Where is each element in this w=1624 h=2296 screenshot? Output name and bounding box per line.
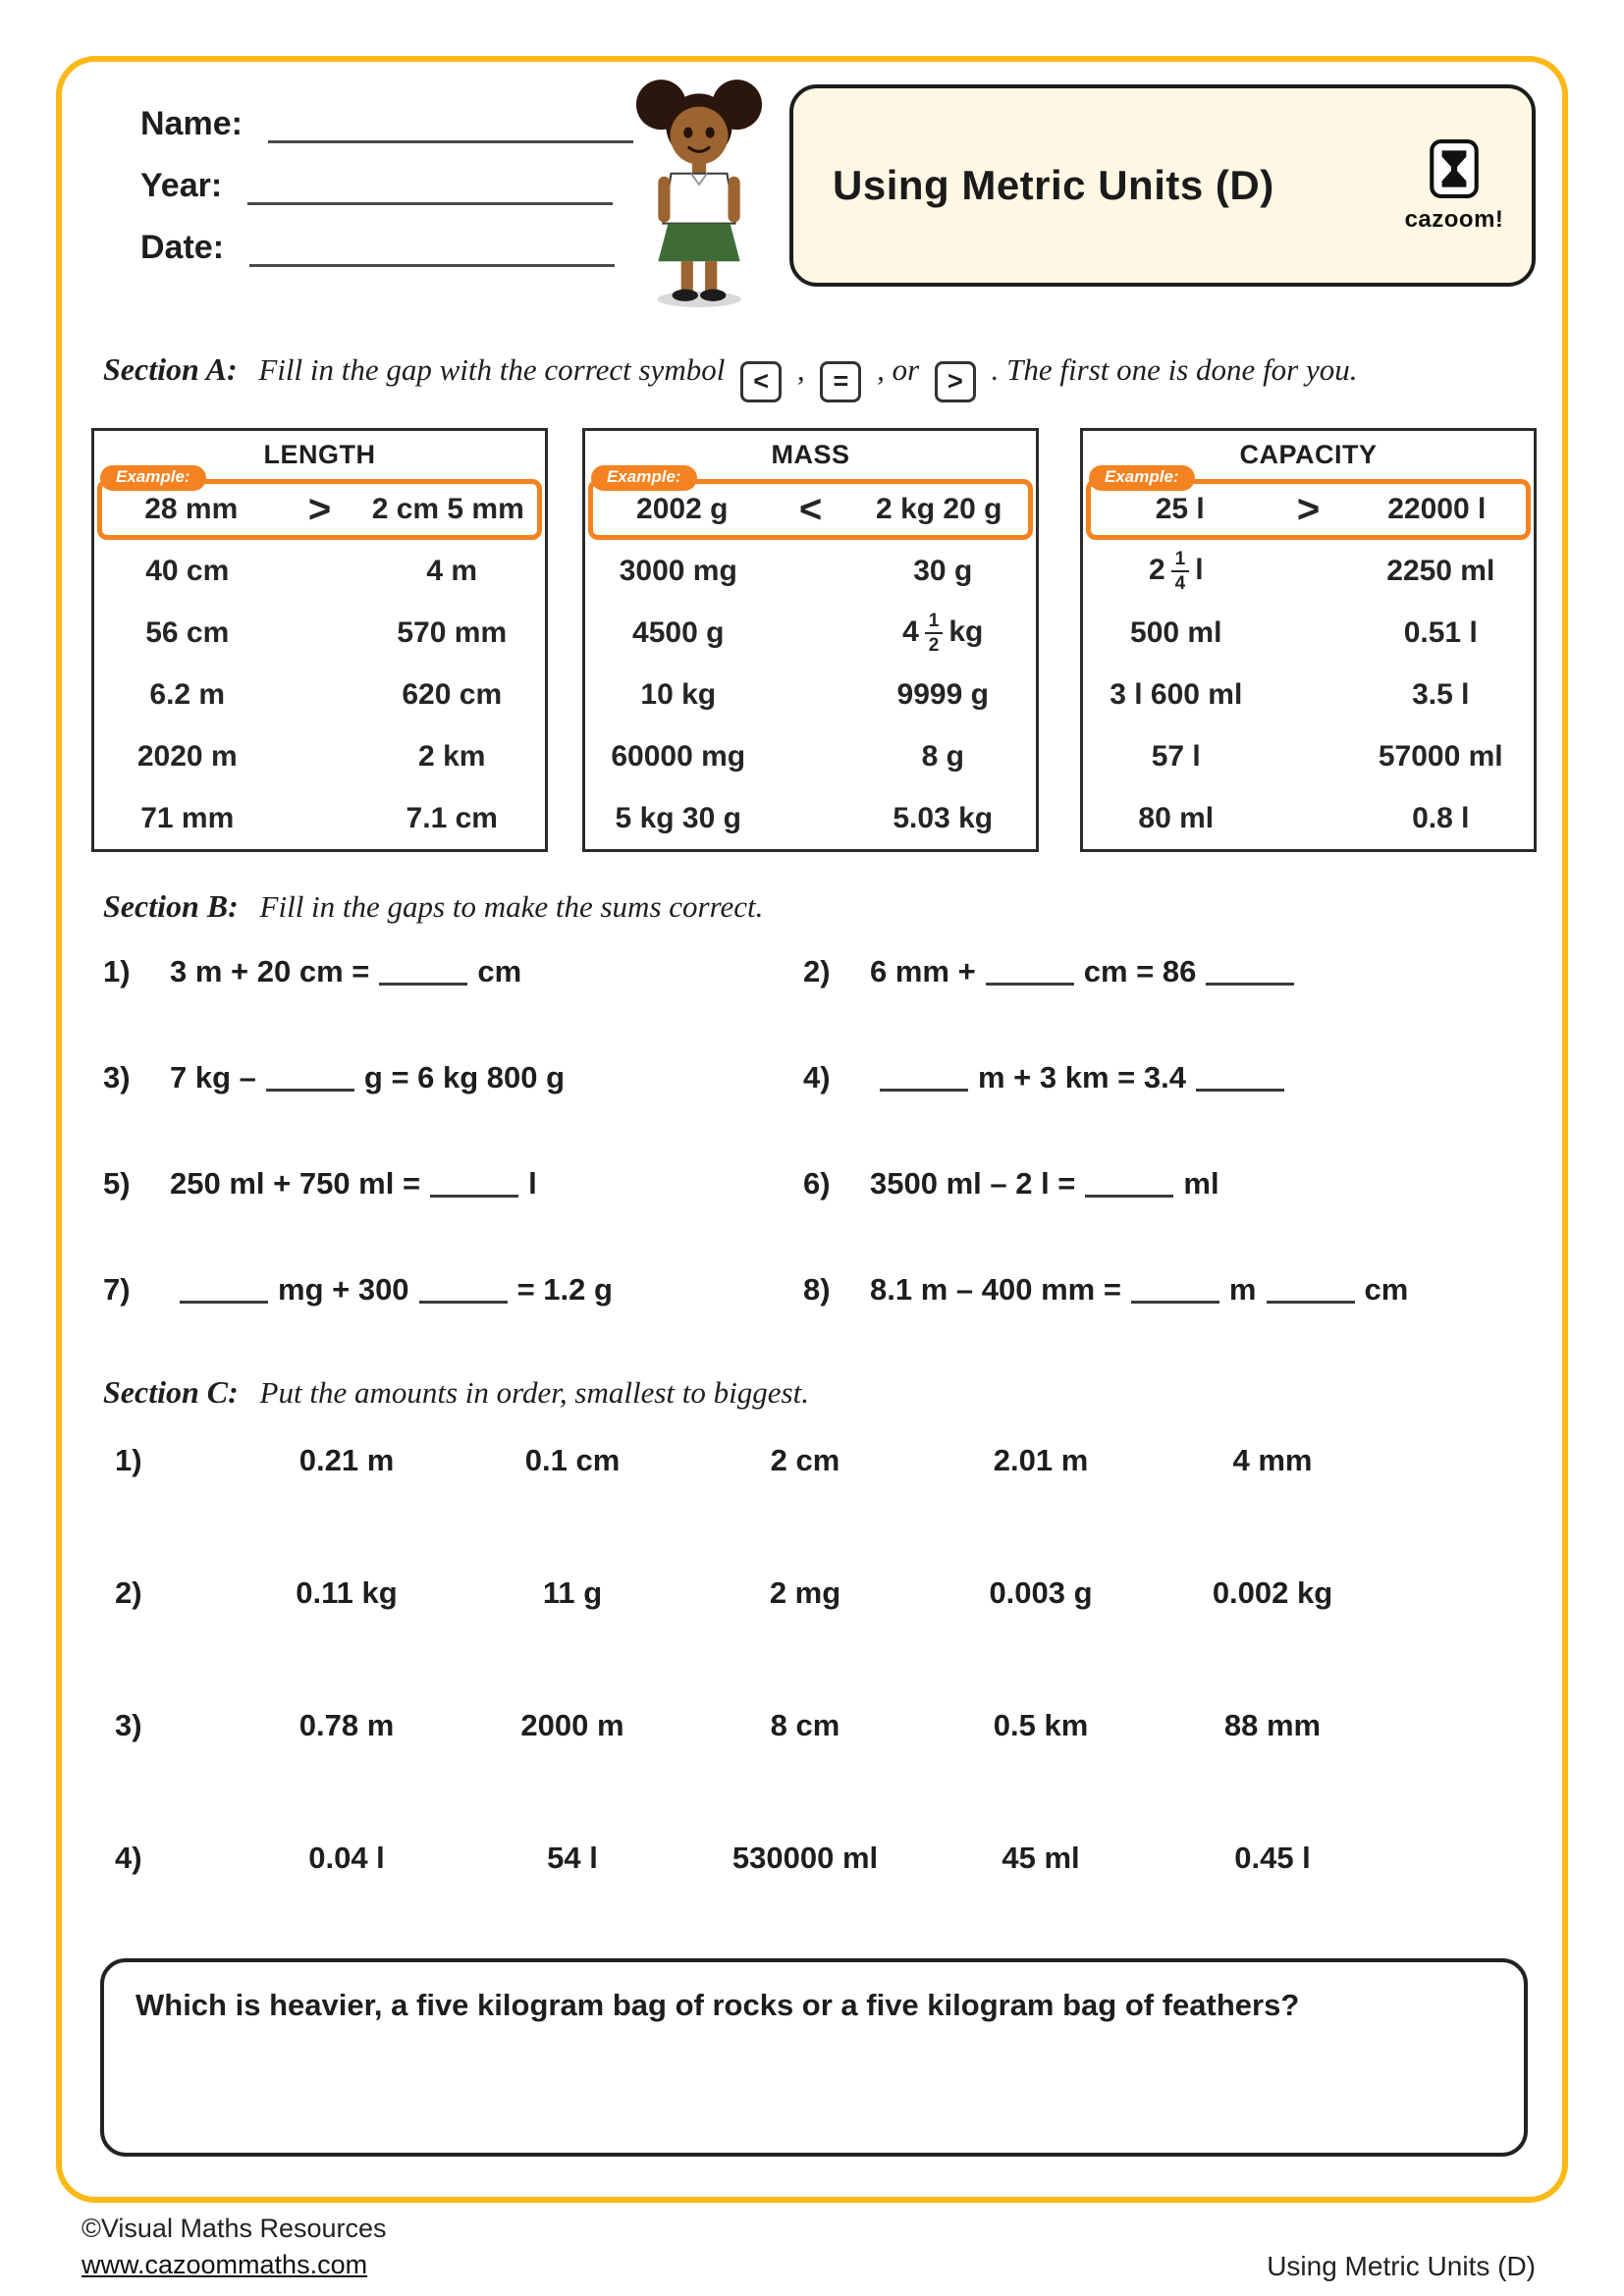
sum-text: ml	[1183, 1166, 1219, 1201]
section-a-heading	[103, 351, 1358, 402]
example-symbol: <	[798, 487, 823, 531]
length-table	[91, 428, 548, 852]
right-value: 2250 ml	[1386, 554, 1495, 587]
amount-value: 45 ml	[1001, 1841, 1080, 1875]
amount-value: 530000 ml	[731, 1841, 879, 1875]
comparison-row	[1083, 602, 1534, 664]
item-number: 3)	[115, 1708, 142, 1742]
left-value: 60000 mg	[611, 739, 746, 773]
comparison-row	[1083, 787, 1534, 849]
answer-blank[interactable]	[1267, 1274, 1355, 1304]
item-number: 8)	[803, 1272, 831, 1307]
sum-text: 250 ml + 750 ml =	[170, 1166, 421, 1201]
left-value: 500 ml	[1130, 615, 1222, 649]
section-b-label: Section B:	[103, 888, 239, 924]
left-value-with-fraction: 2 $\frac{1}{4}$ l	[1148, 548, 1204, 594]
comparison-row	[585, 664, 1036, 725]
date-field	[140, 220, 615, 267]
left-value: 4500 g	[632, 615, 725, 649]
name-field	[140, 96, 633, 143]
left-value: 10 kg	[640, 677, 717, 711]
ordering-row-1	[0, 1443, 1624, 1488]
cazoom-logo	[1400, 138, 1508, 234]
amount-value: 0.002 kg	[1212, 1575, 1333, 1610]
greater-than-symbol-box: >	[935, 361, 976, 402]
example-right-value: 2 cm 5 mm	[371, 493, 524, 525]
amount-value: 0.1 cm	[524, 1443, 621, 1477]
comparison-row	[94, 602, 545, 664]
example-right-value: 2 kg 20 g	[876, 493, 1002, 525]
left-value: 6.2 m	[149, 677, 226, 711]
separator: ,	[877, 352, 885, 387]
item-number: 4)	[803, 1060, 831, 1095]
capacity-table-header: CAPACITY	[1239, 440, 1378, 469]
amount-value: 11 g	[542, 1575, 603, 1610]
left-value: 3000 mg	[619, 554, 737, 587]
left-value: 80 ml	[1138, 801, 1215, 834]
sum-item-4	[803, 1060, 1294, 1095]
right-value: 7.1 cm	[406, 801, 498, 834]
title-box	[789, 84, 1536, 287]
item-number: 5)	[103, 1166, 131, 1201]
ordering-row-4	[0, 1841, 1624, 1886]
item-number: 7)	[103, 1272, 131, 1307]
sum-item-7	[103, 1272, 613, 1308]
sum-text: mg + 300	[278, 1272, 409, 1307]
comparison-row	[1083, 540, 1534, 602]
sum-text: 7 kg –	[170, 1060, 256, 1095]
amount-value: 88 mm	[1223, 1708, 1322, 1742]
right-value: 30 g	[913, 554, 973, 587]
sum-text: cm = 86	[1083, 954, 1197, 988]
comparison-row	[94, 540, 545, 602]
ordering-row-2	[0, 1575, 1624, 1621]
right-value: 620 cm	[402, 677, 503, 711]
comparison-row	[94, 725, 545, 787]
answer-blank[interactable]	[986, 956, 1074, 986]
item-number: 1)	[103, 954, 131, 988]
sum-item-3	[103, 1060, 565, 1095]
website-link[interactable]: www.cazoommaths.com	[81, 2250, 368, 2279]
amount-value: 0.78 m	[298, 1708, 395, 1742]
left-value: 71 mm	[140, 801, 235, 834]
sum-text: 3500 ml – 2 l =	[870, 1166, 1076, 1201]
left-value: 57 l	[1151, 739, 1201, 773]
left-value: 56 cm	[145, 615, 230, 649]
item-number: 1)	[115, 1443, 142, 1477]
amount-value: 8 cm	[770, 1708, 840, 1742]
worksheet-title: Using Metric Units (D)	[833, 162, 1274, 208]
amount-value: 0.04 l	[308, 1841, 385, 1875]
sum-item-6	[803, 1166, 1219, 1201]
challenge-question-text: Which is heavier, a five kilogram bag of rocks or a five kilogram bag of feathers?	[135, 1988, 1300, 2022]
section-a-label: Section A:	[103, 351, 238, 387]
sum-text: 6 mm +	[870, 954, 976, 988]
comparison-row	[585, 602, 1036, 664]
example-left-value: 25 l	[1155, 493, 1205, 525]
mass-table-header: MASS	[771, 440, 850, 469]
sum-text: m	[1228, 1272, 1257, 1307]
sum-text: = 1.2 g	[516, 1272, 613, 1307]
amount-value: 4 mm	[1232, 1443, 1313, 1477]
example-left-value: 2002 g	[636, 493, 729, 525]
answer-blank[interactable]	[1206, 956, 1294, 986]
date-label: Date:	[140, 229, 225, 266]
separator: ,	[796, 352, 805, 387]
amount-value: 2 mg	[769, 1575, 841, 1610]
example-right-value: 22000 l	[1387, 493, 1487, 525]
amount-value: 0.5 km	[993, 1708, 1089, 1742]
amount-value: 0.45 l	[1234, 1841, 1311, 1875]
comparison-row	[585, 787, 1036, 849]
copyright-text: ©Visual Maths Resources	[81, 2214, 387, 2243]
year-input-line[interactable]	[247, 164, 613, 205]
answer-blank[interactable]	[1131, 1274, 1219, 1304]
sum-item-8	[803, 1272, 1408, 1308]
comparison-row	[94, 664, 545, 725]
mass-table	[582, 428, 1039, 852]
right-value: 57000 ml	[1378, 739, 1503, 773]
right-value: 8 g	[921, 739, 964, 773]
year-label: Year:	[140, 167, 223, 204]
comparison-row	[585, 540, 1036, 602]
example-badge: Example:	[100, 465, 206, 491]
amount-value: 0.11 kg	[296, 1575, 398, 1610]
right-value: 4 m	[426, 554, 478, 587]
less-than-symbol-box: <	[740, 361, 782, 402]
comparison-row	[94, 787, 545, 849]
right-value: 0.51 l	[1403, 615, 1478, 649]
section-b-heading	[103, 888, 763, 925]
example-left-value: 28 mm	[144, 493, 239, 525]
sum-text: 3 m + 20 cm =	[170, 954, 370, 988]
equals-symbol-box: =	[820, 361, 861, 402]
amount-value: 0.21 m	[298, 1443, 395, 1477]
girl-character-illustration	[617, 69, 782, 313]
right-value: 5.03 kg	[893, 801, 994, 834]
item-number: 2)	[115, 1575, 142, 1610]
right-value: 9999 g	[896, 677, 989, 711]
footer-worksheet-title: Using Metric Units (D)	[1267, 2251, 1536, 2281]
cazoom-logo-text: cazoom!	[1404, 205, 1504, 233]
right-value: 0.8 l	[1412, 801, 1470, 834]
answer-blank[interactable]	[880, 1062, 968, 1092]
sum-text: g = 6 kg 800 g	[363, 1060, 566, 1095]
amount-value: 0.003 g	[989, 1575, 1093, 1610]
right-value-with-fraction: 4 $\frac{1}{2}$ kg	[902, 610, 984, 656]
comparison-row	[1083, 725, 1534, 787]
name-input-line[interactable]	[268, 102, 633, 143]
answer-blank[interactable]	[1196, 1062, 1284, 1092]
right-value: 2 km	[418, 739, 486, 773]
sum-text: cm	[1364, 1272, 1409, 1307]
answer-blank[interactable]	[180, 1274, 268, 1304]
sum-item-5	[103, 1166, 537, 1201]
date-input-line[interactable]	[249, 226, 615, 267]
example-symbol: >	[1296, 487, 1321, 531]
challenge-question-box	[100, 1958, 1528, 2157]
item-number: 2)	[803, 954, 831, 988]
comparison-row	[585, 725, 1036, 787]
item-number: 3)	[103, 1060, 131, 1095]
capacity-table	[1080, 428, 1537, 852]
amount-value: 2 cm	[770, 1443, 840, 1477]
right-value: 570 mm	[397, 615, 508, 649]
left-value: 3 l 600 ml	[1110, 677, 1243, 711]
left-value: 5 kg 30 g	[615, 801, 741, 834]
example-symbol: >	[307, 487, 332, 531]
answer-blank[interactable]	[266, 1062, 354, 1092]
right-value: 3.5 l	[1412, 677, 1470, 711]
item-number: 4)	[115, 1841, 142, 1875]
item-number: 6)	[803, 1166, 831, 1201]
example-badge: Example:	[1089, 465, 1195, 491]
answer-blank[interactable]	[379, 956, 467, 986]
section-c-instruction: Put the amounts in order, smallest to biggest.	[259, 1375, 809, 1410]
left-value: 40 cm	[145, 554, 230, 587]
separator-or: or	[892, 352, 920, 387]
answer-blank[interactable]	[430, 1168, 518, 1198]
section-c-label: Section C:	[103, 1374, 239, 1410]
length-table-header: LENGTH	[263, 440, 376, 469]
sum-text: cm	[477, 954, 522, 988]
amount-value: 2.01 m	[993, 1443, 1089, 1477]
section-c-heading	[103, 1374, 809, 1411]
ordering-row-3	[0, 1708, 1624, 1753]
comparison-row	[1083, 664, 1534, 725]
sum-item-2	[803, 954, 1304, 989]
answer-blank[interactable]	[1085, 1168, 1173, 1198]
example-badge: Example:	[591, 465, 697, 491]
fraction: $\frac{1}{4}$	[1171, 550, 1190, 593]
sum-text: m + 3 km = 3.4	[978, 1060, 1186, 1095]
year-field	[140, 158, 613, 205]
hourglass-icon	[1424, 187, 1485, 203]
section-b-instruction: Fill in the gaps to make the sums correct.	[259, 889, 764, 924]
section-a-instruction: Fill in the gap with the correct symbol	[258, 352, 726, 387]
sum-item-1	[103, 954, 521, 989]
fraction: $\frac{1}{2}$	[925, 612, 944, 655]
amount-value: 54 l	[547, 1841, 598, 1875]
sum-text: 8.1 m – 400 mm =	[870, 1272, 1121, 1307]
section-a-instruction-end: . The first one is done for you.	[991, 352, 1358, 387]
amount-value: 2000 m	[520, 1708, 624, 1742]
left-value: 2020 m	[136, 739, 238, 773]
sum-text: l	[528, 1166, 537, 1201]
name-label: Name:	[140, 105, 243, 142]
answer-blank[interactable]	[419, 1274, 508, 1304]
